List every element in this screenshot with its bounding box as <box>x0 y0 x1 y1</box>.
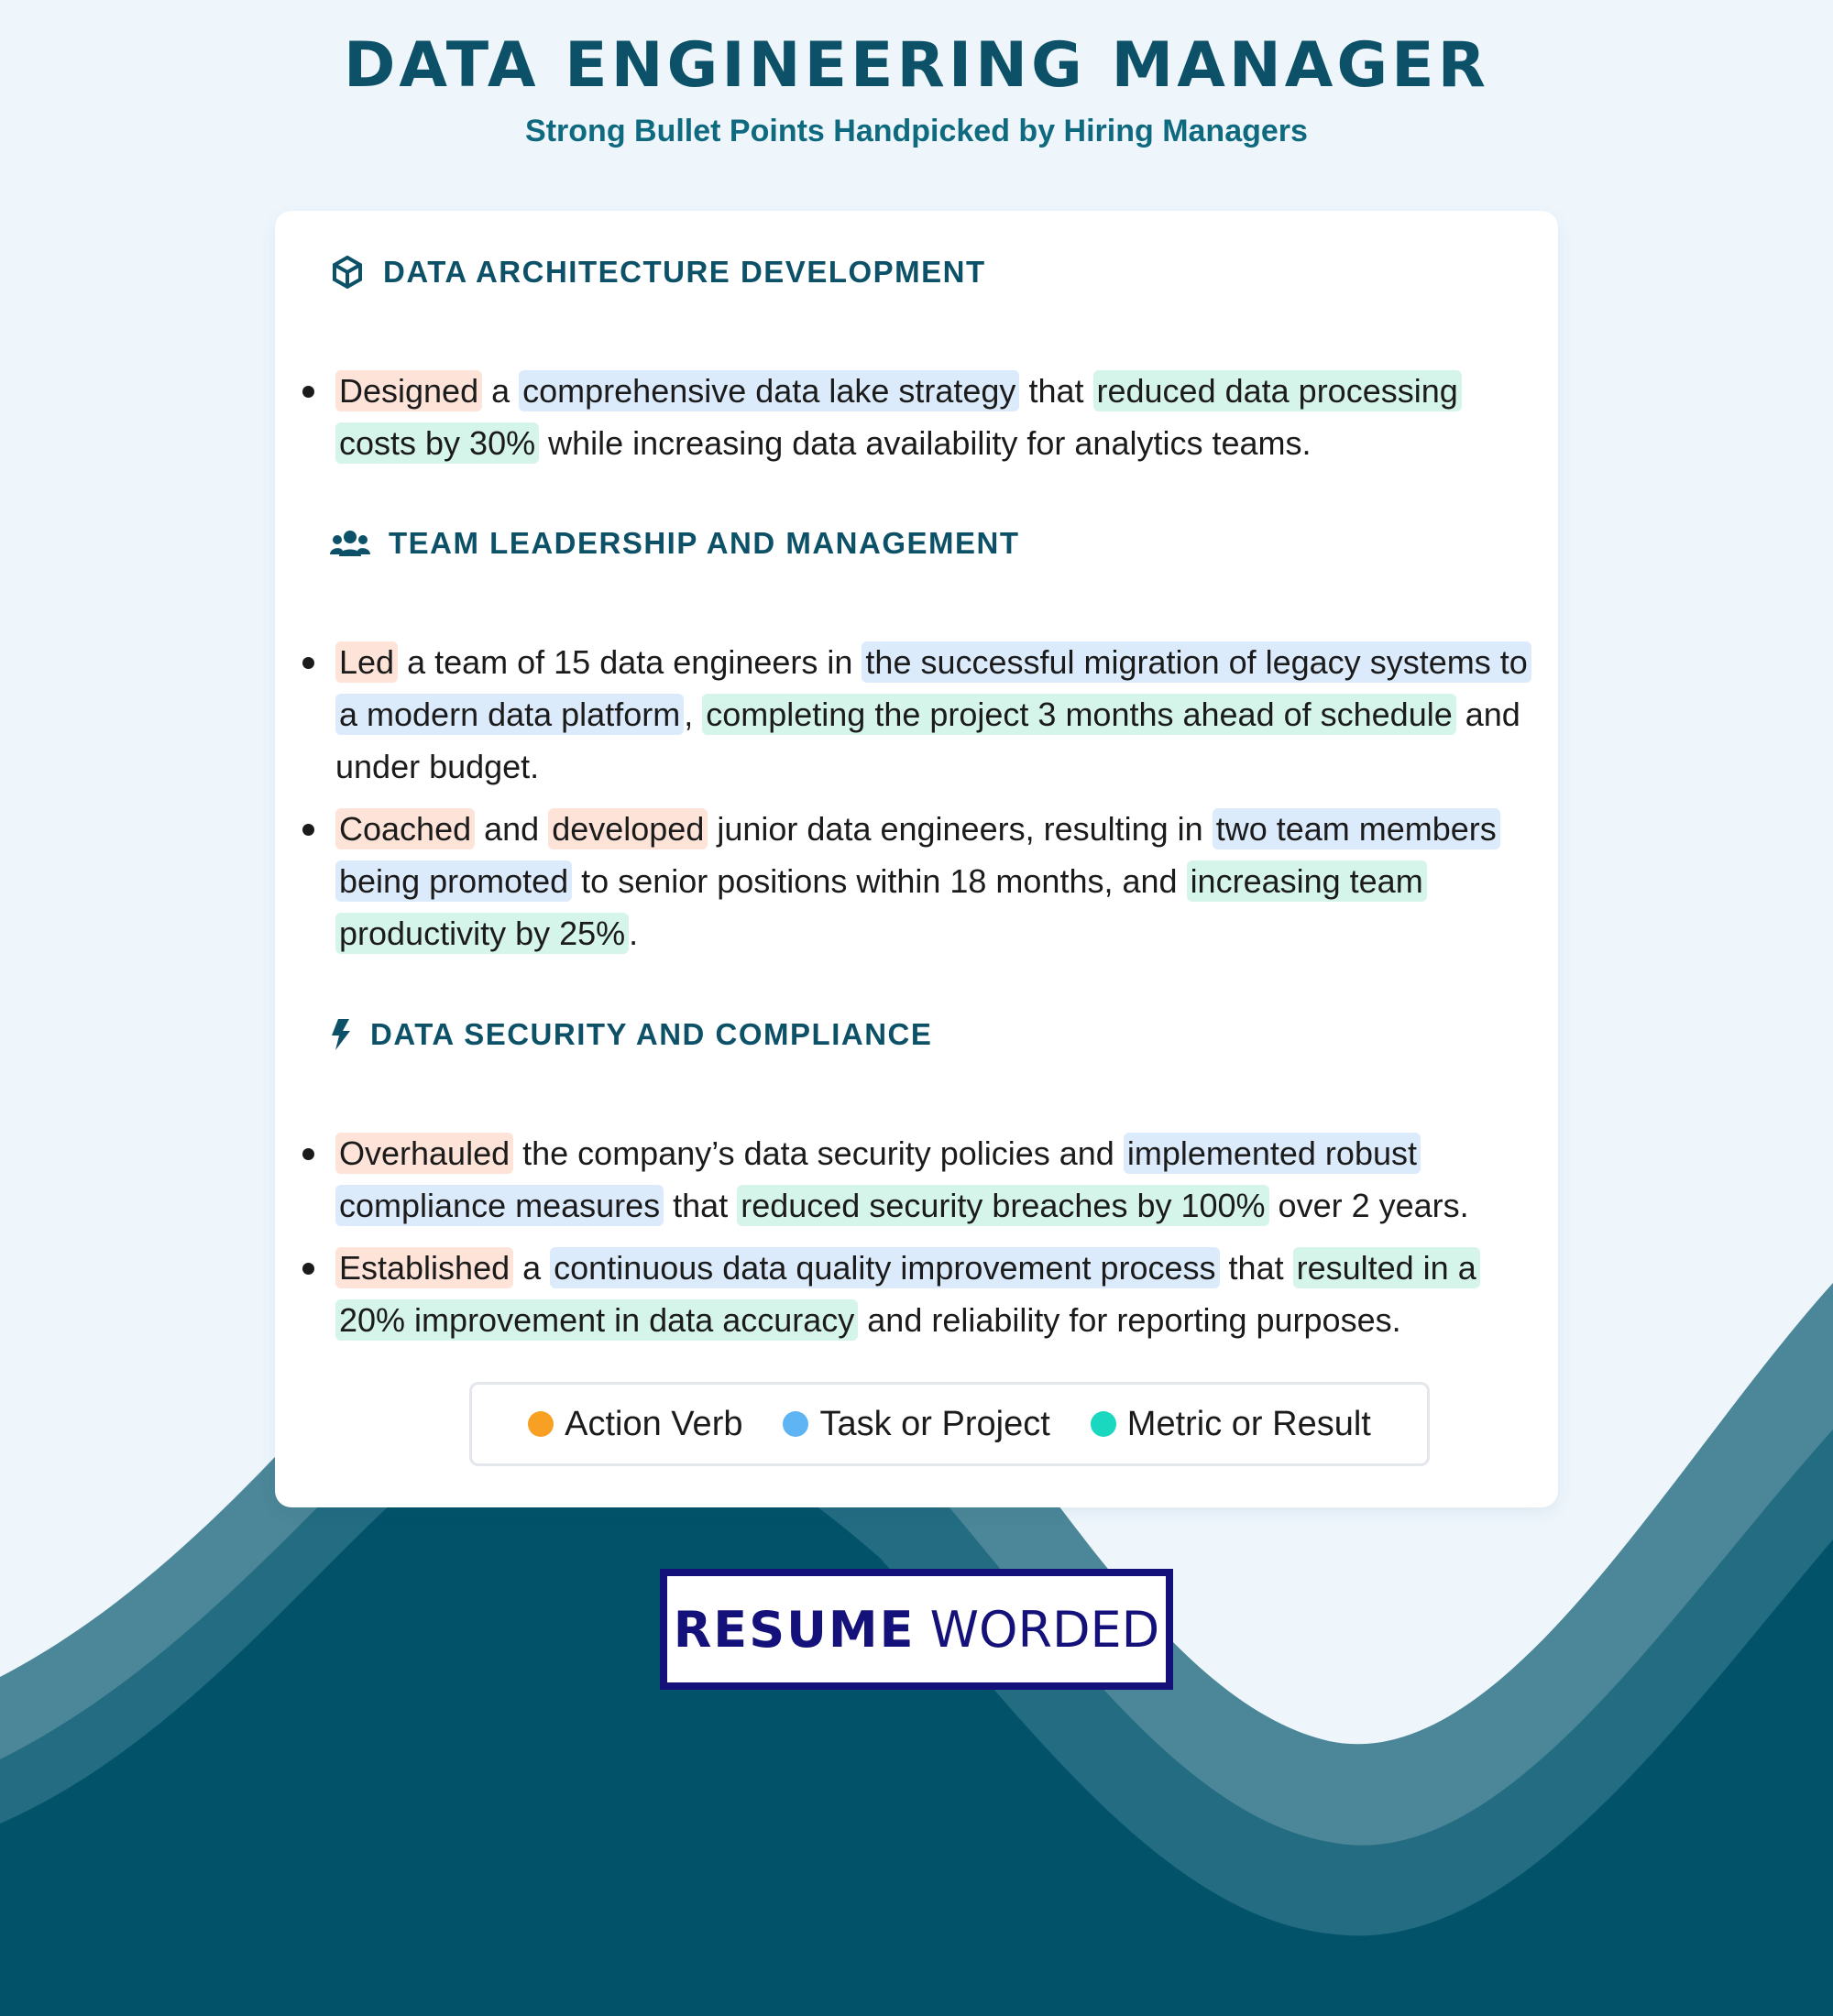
section-title: TEAM LEADERSHIP AND MANAGEMENT <box>389 526 1020 560</box>
legend-label: Metric or Result <box>1126 1404 1371 1443</box>
bullet-list <box>302 365 1531 479</box>
metric-phrase: increasing team productivity by 25% <box>335 860 1427 954</box>
text-span: . <box>629 915 639 952</box>
section-header <box>330 520 1020 566</box>
resume-worded-logo[interactable] <box>660 1569 1173 1690</box>
legend-label: Task or Project <box>819 1404 1050 1443</box>
bullet-points-card <box>275 211 1558 1507</box>
team-icon <box>330 526 370 561</box>
task-phrase: continuous data quality improvement process <box>550 1247 1219 1288</box>
legend-item-task <box>783 1405 1049 1444</box>
action-verb: Overhauled <box>335 1133 513 1174</box>
text-span: to senior positions within 18 months, and <box>572 862 1187 900</box>
page-subtitle: Strong Bullet Points Handpicked by Hiring Managers <box>525 114 1308 148</box>
action-verb: developed <box>548 808 708 849</box>
section-header <box>330 249 986 295</box>
bullet-item <box>302 1242 1531 1346</box>
page-title: DATA ENGINEERING MANAGER <box>343 29 1489 102</box>
metric-dot <box>1091 1411 1116 1437</box>
logo-bold-text: RESUME <box>673 1600 916 1659</box>
task-phrase: two team members being promoted <box>335 808 1500 902</box>
bullet-item <box>302 803 1531 959</box>
bullet-item <box>302 636 1531 793</box>
action-verb: Coached <box>335 808 475 849</box>
cube-icon <box>330 255 365 290</box>
text-span: and reliability for reporting purposes. <box>858 1301 1401 1339</box>
action-verb: Designed <box>335 370 482 411</box>
task-phrase: the successful migration of legacy systems to a modern data platform <box>335 641 1531 735</box>
text-span: and <box>475 810 549 848</box>
task-dot <box>783 1411 808 1437</box>
text-span: over 2 years. <box>1268 1187 1469 1224</box>
metric-phrase: reduced data processing costs by 30% <box>335 370 1462 464</box>
text-span: and under budget. <box>335 696 1520 785</box>
bullet-list <box>302 636 1531 970</box>
section-header <box>330 1012 932 1057</box>
highlight-legend <box>469 1382 1430 1466</box>
bullet-item <box>302 365 1531 469</box>
text-span: junior data engineers, resulting in <box>708 810 1213 848</box>
metric-phrase: resulted in a 20% improvement in data accuracy <box>335 1247 1480 1341</box>
bullet-list <box>302 1127 1531 1356</box>
text-span: a <box>482 372 520 410</box>
text-span: that <box>664 1187 738 1224</box>
bullet-item <box>302 1127 1531 1232</box>
legend-item-metric <box>1091 1405 1371 1444</box>
section-title: DATA SECURITY AND COMPLIANCE <box>370 1017 933 1051</box>
legend-item-action-verb <box>528 1405 742 1444</box>
bolt-icon <box>330 1017 352 1052</box>
logo-light-text: WORDED <box>929 1600 1160 1659</box>
text-span: that <box>1019 372 1093 410</box>
action-verb-dot <box>528 1411 554 1437</box>
metric-phrase: reduced security breaches by 100% <box>737 1185 1268 1226</box>
section-title: DATA ARCHITECTURE DEVELOPMENT <box>383 255 986 289</box>
action-verb: Led <box>335 641 398 683</box>
text-span: while increasing data availability for analytics teams. <box>539 424 1312 462</box>
task-phrase: comprehensive data lake strategy <box>519 370 1019 411</box>
task-phrase: implemented robust compliance measures <box>335 1133 1421 1226</box>
text-span: the company’s data security policies and <box>513 1134 1124 1172</box>
text-span: that <box>1219 1249 1293 1287</box>
metric-phrase: completing the project 3 months ahead of schedule <box>702 694 1456 735</box>
action-verb: Established <box>335 1247 513 1288</box>
text-span: a team of 15 data engineers in <box>398 643 862 681</box>
text-span: a <box>513 1249 551 1287</box>
legend-label: Action Verb <box>565 1404 743 1443</box>
text-span: , <box>684 696 703 733</box>
